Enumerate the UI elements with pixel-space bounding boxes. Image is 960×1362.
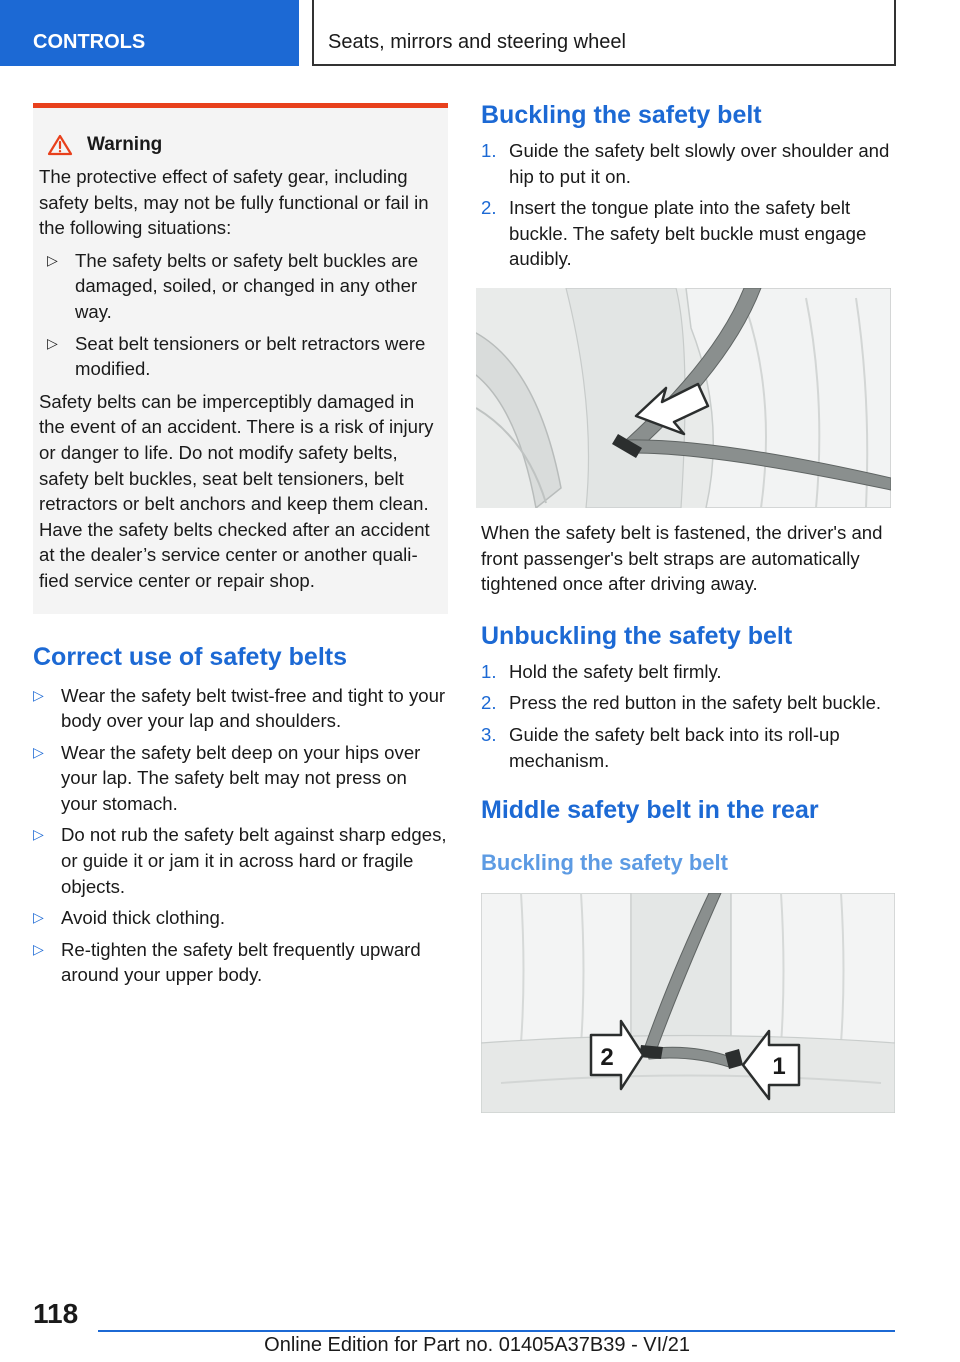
warning-heading-text: Warning xyxy=(87,134,163,155)
step-number: 2. xyxy=(481,197,497,219)
figure-label-1: 1 xyxy=(772,1053,786,1081)
section-heading-correct-use: Correct use of safety belts xyxy=(33,642,347,671)
list-item-text: Wear the safety belt deep on your hips over your lap. The safety belt may not press on your stomach. xyxy=(61,741,421,814)
step-number: 3. xyxy=(481,723,497,745)
list-item-text: The safety belts or safety belt buckles are damaged, soiled, or changed in any other way. xyxy=(75,249,419,322)
step-item xyxy=(481,690,895,716)
buckle-figure xyxy=(476,288,895,508)
triangle-right-icon: ▷ xyxy=(33,826,44,843)
step-number: 2. xyxy=(481,692,497,714)
warning-intro: The protective effect of safety gear, including safety belts, may not be fully functional or fail in the following situations: xyxy=(39,166,429,239)
subheading-buckling: Buckling the safety belt xyxy=(481,850,728,876)
list-item xyxy=(33,683,448,734)
step-text: Insert the tongue plate into the safety belt buckle. The safety belt buckle must engage audibly. xyxy=(509,197,867,270)
warning-body: Safety belts can be imperceptibly damaged in the event of an accident. There is a risk of injury or danger to life. Do not modify safety belts, safety belt buckles, seat belt tensioners, belt retractors or belt anchors and keep them clean. Have the safety belts checked after an accident at the dealer’s service center or another quali‐fied service center or repair shop. xyxy=(39,390,434,591)
step-item xyxy=(481,195,895,272)
buckle-illustration xyxy=(476,288,891,508)
unbuckling-steps xyxy=(481,659,895,773)
step-item xyxy=(481,138,895,189)
step-number: 1. xyxy=(481,660,497,682)
rear-belt-illustration xyxy=(481,893,895,1113)
list-item-text: Re-tighten the safety belt frequently upward around your upper body. xyxy=(61,938,421,986)
list-item-text: Do not rub the safety belt against sharp edges, or guide it or jam it in across hard or fragile objects. xyxy=(61,824,447,897)
section-heading-unbuckling: Unbuckling the safety belt xyxy=(481,621,793,650)
warning-triangle-icon xyxy=(47,134,75,156)
list-item xyxy=(39,331,442,382)
step-text: Press the red button in the safety belt buckle. xyxy=(509,692,882,714)
list-item xyxy=(33,905,448,931)
left-column xyxy=(33,103,448,994)
list-item xyxy=(33,822,448,899)
right-column xyxy=(481,100,895,1113)
triangle-right-icon: ▷ xyxy=(33,686,44,703)
step-item xyxy=(481,722,895,773)
page-number: 118 xyxy=(33,1298,79,1329)
list-item-text: Wear the safety belt twist-free and tight to your body over your lap and shoulders. xyxy=(61,684,446,732)
warning-box xyxy=(33,103,448,614)
triangle-right-icon: ▷ xyxy=(33,743,44,760)
list-item xyxy=(33,740,448,817)
warning-list xyxy=(39,248,442,382)
figure-label-2: 2 xyxy=(600,1044,614,1072)
step-text: Guide the safety belt back into its roll-up mechanism. xyxy=(509,723,840,771)
triangle-right-icon: ▷ xyxy=(47,251,58,268)
section-tab: CONTROLS xyxy=(0,0,299,66)
step-item xyxy=(481,659,895,685)
list-item-text: Avoid thick clothing. xyxy=(61,907,225,929)
list-item-text: Seat belt tensioners or belt retractors were modified. xyxy=(75,332,426,380)
buckling-note: When the safety belt is fastened, the driver's and front passenger's belt straps are automatically tightened once after driving away. xyxy=(481,521,883,595)
correct-use-list xyxy=(33,683,448,989)
buckling-steps xyxy=(481,138,895,272)
step-text: Guide the safety belt slowly over shoulder and hip to put it on. xyxy=(509,140,890,187)
section-heading-middle-belt: Middle safety belt in the rear xyxy=(481,796,819,825)
triangle-right-icon: ▷ xyxy=(33,909,44,926)
step-number: 1. xyxy=(481,140,497,161)
rear-belt-figure xyxy=(481,893,895,1113)
list-item xyxy=(33,937,448,988)
section-heading-buckling: Buckling the safety belt xyxy=(481,101,762,129)
triangle-right-icon: ▷ xyxy=(33,940,44,957)
triangle-right-icon: ▷ xyxy=(47,334,58,351)
warning-heading xyxy=(47,134,442,156)
chapter-title: Seats, mirrors and steering wheel xyxy=(312,0,896,66)
step-text: Hold the safety belt firmly. xyxy=(509,660,722,682)
list-item xyxy=(39,248,442,325)
edition-text: Online Edition for Part no. 01405A37B39 - VI/21 xyxy=(264,1334,690,1356)
